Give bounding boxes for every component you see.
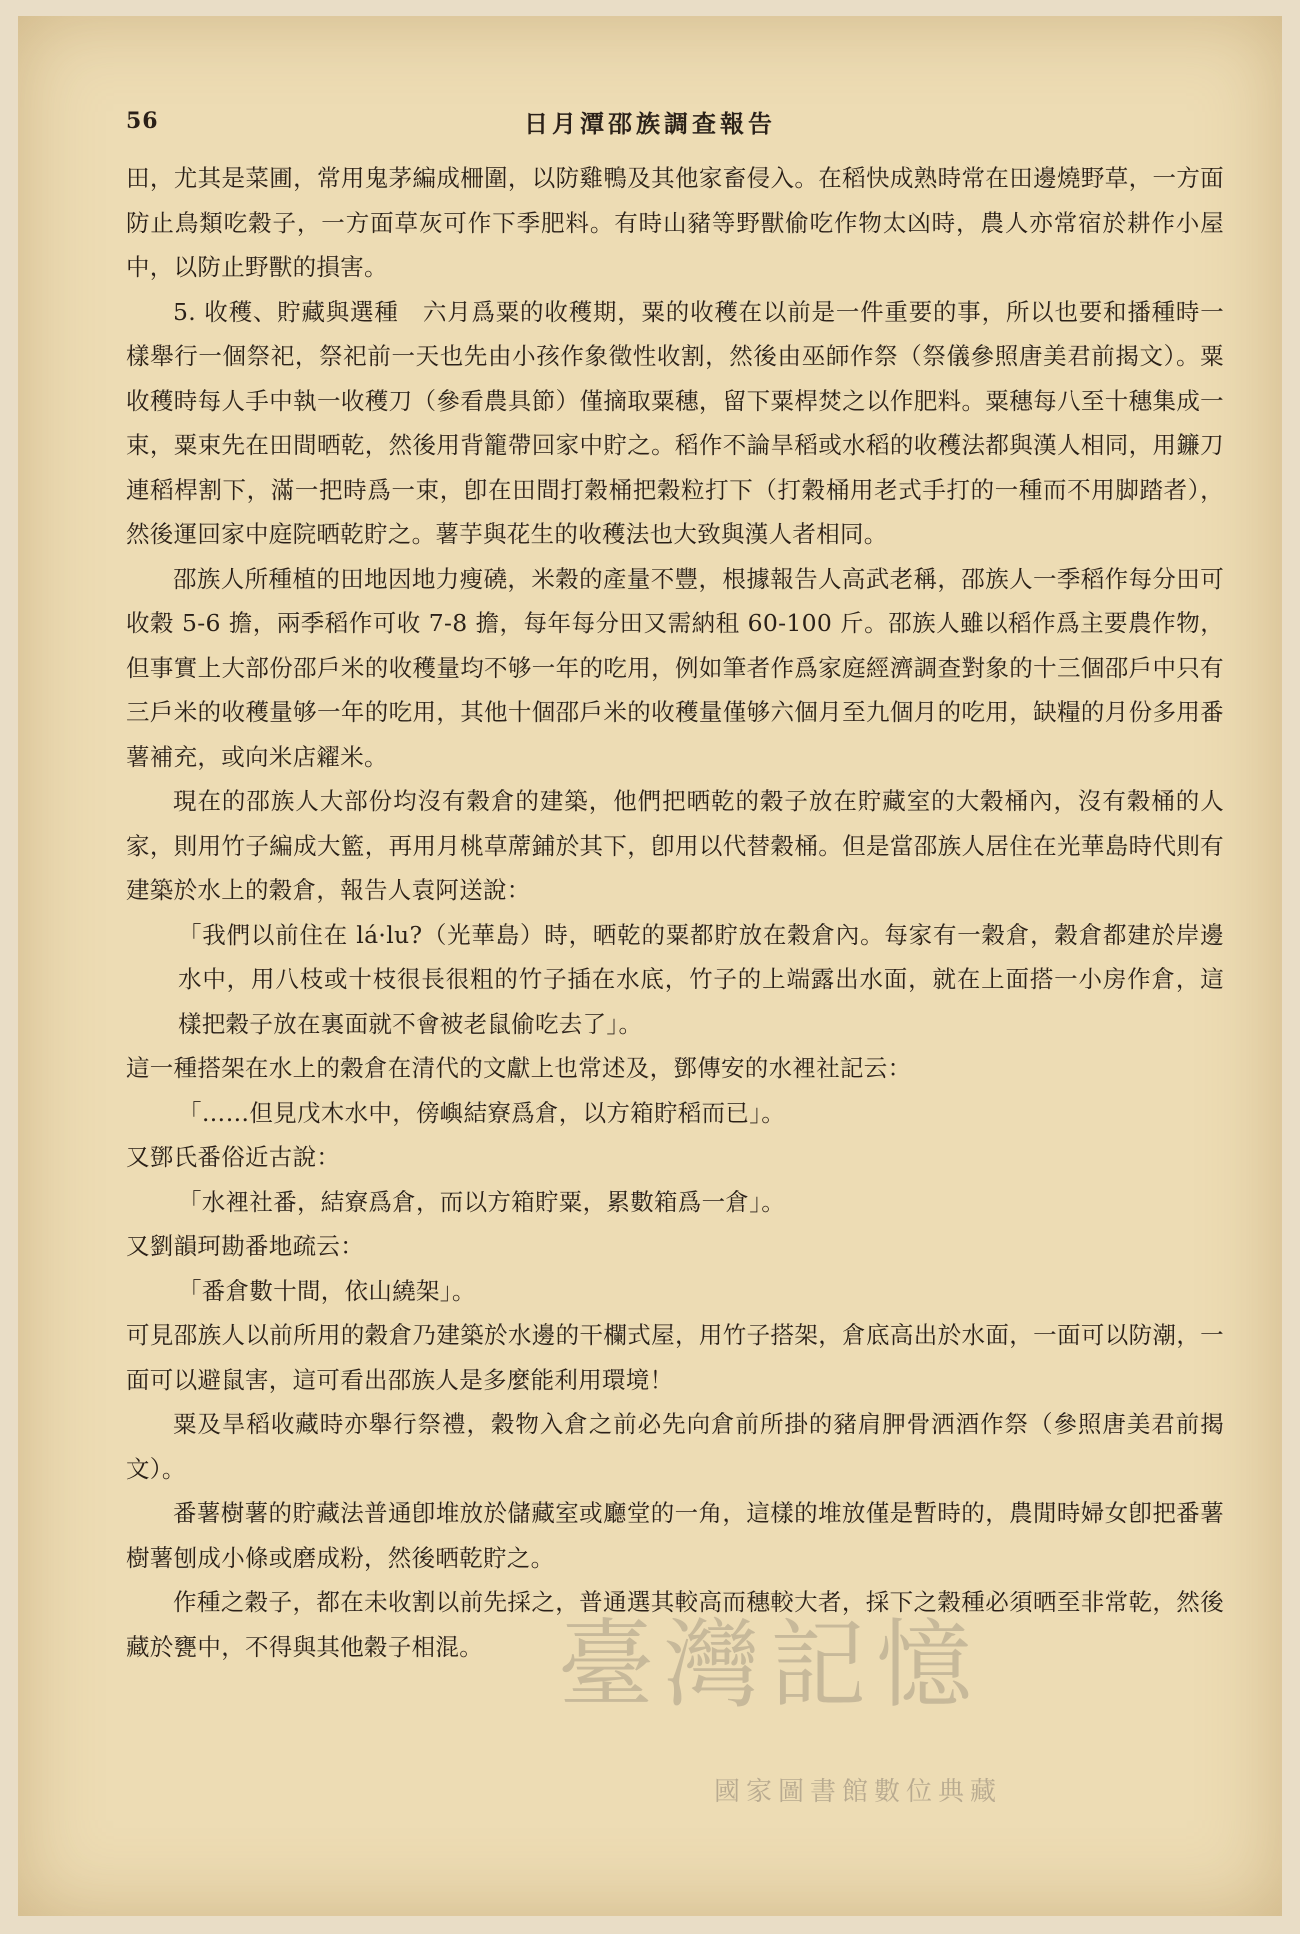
paragraph: 作種之穀子，都在未收割以前先採之，普通選其較高而穗較大者，採下之穀種必須晒至非常乾，然後藏於甕中，不得與其他穀子相混。 xyxy=(126,1588,1224,1661)
paragraph: 又鄧氏番俗近古說： xyxy=(126,1143,341,1171)
paragraph: 邵族人所種植的田地因地力瘦磽，米穀的產量不豐，根據報告人高武老稱，邵族人一季稻作每分田可收穀 5-6 擔，兩季稻作可收 7-8 擔，每年每分田又需納租 60-100 斤。邵族人雖以稻作爲主要農作物，但事實上大部份邵戶米的收穫量均不够一年的吃用，例如筆者作爲家庭經濟調查對象的十三個邵戶中只有三戶米的收穫量够一年的吃用，其他十個邵戶米的收穫量僅够六個月至九個月的吃用，缺糧的月份多用番薯補充，或向米店糴米。 xyxy=(126,564,1224,771)
block-quote: 「水裡社番，結寮爲倉，而以方箱貯粟，累數箱爲一倉」。 xyxy=(178,1187,786,1216)
paragraph: 粟及旱稻收藏時亦舉行祭禮，穀物入倉之前必先向倉前所掛的豬肩胛骨洒酒作祭（參照唐美君前揭文）。 xyxy=(126,1410,1224,1483)
running-title: 日月潭邵族調查報告 xyxy=(524,109,776,138)
paragraph: 5. 收穫、貯藏與選種 六月爲粟的收穫期，粟的收穫在以前是一件重要的事，所以也要和播種時一樣舉行一個祭祀，祭祀前一天也先由小孩作象徵性收割，然後由巫師作祭（祭儀參照唐美君前揭文）。粟收穫時每人手中執一收穫刀（參看農具節）僅摘取粟穗，留下粟桿焚之以作肥料。粟穗每八至十穗集成一束，粟束先在田間晒乾，然後用背籠帶回家中貯之。稻作不論旱稻或水稻的收穫法都與漢人相同，用鐮刀連稻桿割下，滿一把時爲一束，卽在田間打穀桶把穀粒打下（打穀桶用老式手打的一種而不用脚踏者），然後運回家中庭院晒乾貯之。薯芋與花生的收穫法也大致與漢人者相同。 xyxy=(126,297,1224,548)
paragraph: 番薯樹薯的貯藏法普通卽堆放於儲藏室或廳堂的一角，這樣的堆放僅是暫時的，農閒時婦女卽把番薯樹薯刨成小條或磨成粉，然後晒乾貯之。 xyxy=(126,1499,1224,1572)
paragraph: 可見邵族人以前所用的穀倉乃建築於水邊的干欄式屋，用竹子搭架，倉底高出於水面，一面可以防潮，一面可以避鼠害，這可看出邵族人是多麼能利用環境！ xyxy=(126,1321,1224,1394)
watermark-logo: 臺灣記憶 xyxy=(558,1609,982,1721)
paragraph: 這一種搭架在水上的穀倉在清代的文獻上也常述及，鄧傳安的水裡社記云： xyxy=(126,1054,912,1082)
block-quote: 「……但見戊木水中，傍嶼結寮爲倉，以方箱貯稻而已」。 xyxy=(178,1098,786,1127)
block-quote: 「番倉數十間，依山繞架」。 xyxy=(178,1276,476,1305)
paragraph: 現在的邵族人大部份均沒有穀倉的建築，他們把晒乾的穀子放在貯藏室的大穀桶內，沒有穀桶的人家，則用竹子編成大籃，再用月桃草蓆鋪於其下，卽用以代替穀桶。但是當邵族人居住在光華島時代則有建築於水上的穀倉，報告人袁阿送說： xyxy=(126,787,1224,904)
watermark-institution: 國家圖書館數位典藏 xyxy=(713,1777,1002,1807)
body-text xyxy=(126,156,1224,1669)
page-number: 56 xyxy=(126,108,159,134)
paragraph: 田，尤其是菜圃，常用鬼茅編成柵圍，以防雞鴨及其他家畜侵入。在稻快成熟時常在田邊燒野草，一方面防止鳥類吃穀子，一方面草灰可作下季肥料。有時山豬等野獸偷吃作物太凶時，農人亦常宿於耕作小屋中，以防止野獸的損害。 xyxy=(126,164,1224,281)
paragraph: 又劉韻珂勘番地疏云： xyxy=(126,1232,364,1260)
scanned-page xyxy=(18,16,1282,1916)
block-quote: 「我們以前住在 lá·lu?（光華島）時，晒乾的粟都貯放在穀倉內。每家有一穀倉，穀倉都建於岸邊水中，用八枝或十枝很長很粗的竹子插在水底，竹子的上端露出水面，就在上面搭一小房作倉，這樣把穀子放在裏面就不會被老鼠偷吃去了」。 xyxy=(178,920,1224,1038)
